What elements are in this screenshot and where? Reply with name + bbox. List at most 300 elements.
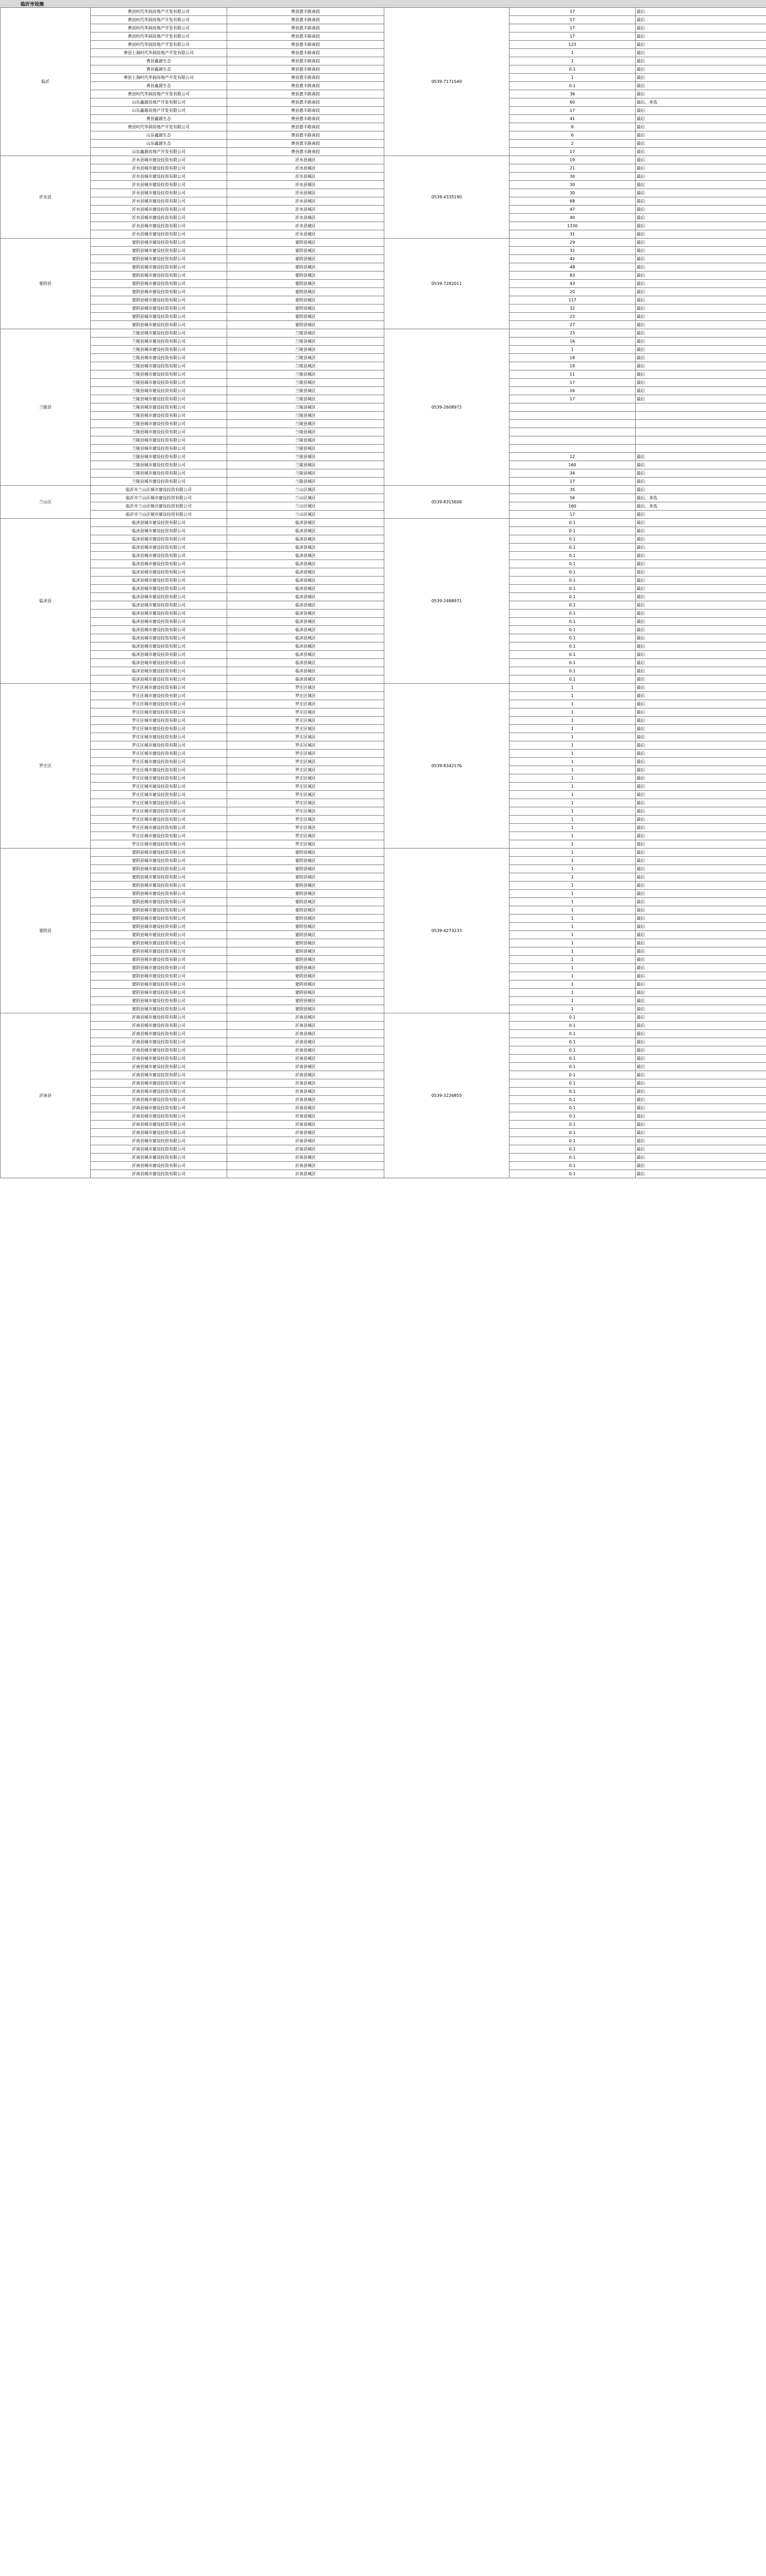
phone-cell: 0539-7171549 xyxy=(384,8,509,156)
company-cell: 蒙阴县城市建设投资有限公司 xyxy=(91,956,227,964)
table-row xyxy=(1,717,766,725)
company-cell: 临沂市兰山区城市建设投资有限公司 xyxy=(91,486,227,494)
company-cell: 兰陵县城市建设投资有限公司 xyxy=(91,469,227,478)
address-cell: 蒙阴县城区 xyxy=(227,263,384,272)
address-cell: 兰陵县城区 xyxy=(227,461,384,469)
table-row xyxy=(1,601,766,609)
status-cell: 最后 xyxy=(636,362,766,370)
address-cell: 兰陵县城区 xyxy=(227,395,384,403)
table-row xyxy=(1,552,766,560)
status-cell: 最后 xyxy=(636,898,766,906)
table-row xyxy=(1,733,766,741)
status-cell: 最后 xyxy=(636,865,766,873)
address-cell: 罗庄区城区 xyxy=(227,840,384,849)
status-cell: 最后 xyxy=(636,1071,766,1079)
quantity-cell: 1 xyxy=(509,840,636,849)
company-cell: 沂南县城市建设投资有限公司 xyxy=(91,1063,227,1071)
company-cell: 兰陵县城市建设投资有限公司 xyxy=(91,370,227,379)
status-cell: 最后 xyxy=(636,140,766,148)
table-row xyxy=(1,651,766,659)
table-row xyxy=(1,593,766,601)
status-cell: 最后 xyxy=(636,568,766,577)
quantity-cell: 0.1 xyxy=(509,544,636,552)
company-cell: 蒙阴县城市建设投资有限公司 xyxy=(91,263,227,272)
table-row xyxy=(1,1022,766,1030)
company-cell: 罗庄区城市建设投资有限公司 xyxy=(91,741,227,750)
status-cell: 最后 xyxy=(636,189,766,197)
status-cell: 最后 xyxy=(636,57,766,65)
status-cell: 最后 xyxy=(636,997,766,1005)
company-cell: 沂南县城市建设投资有限公司 xyxy=(91,1096,227,1104)
table-row xyxy=(1,181,766,189)
status-cell: 最后 xyxy=(636,972,766,980)
company-cell: 兰陵县城市建设投资有限公司 xyxy=(91,354,227,362)
company-cell: 费县鑫源生态 xyxy=(91,57,227,65)
quantity-cell: 1 xyxy=(509,980,636,989)
quantity-cell: 30 xyxy=(509,189,636,197)
quantity-cell: 0.1 xyxy=(509,1038,636,1046)
company-cell: 沂南县城市建设投资有限公司 xyxy=(91,1112,227,1121)
address-cell: 沂南县城区 xyxy=(227,1104,384,1112)
quantity-cell: 0.1 xyxy=(509,568,636,577)
company-cell: 临沭县城市建设投资有限公司 xyxy=(91,535,227,544)
table-row xyxy=(1,758,766,766)
status-cell: 最后 xyxy=(636,24,766,32)
address-cell: 临沭县城区 xyxy=(227,642,384,651)
phone-cell: 0539-3226855 xyxy=(384,1013,509,1178)
table-row xyxy=(1,1154,766,1162)
address-cell: 蒙阴县城区 xyxy=(227,247,384,255)
table-row xyxy=(1,560,766,568)
company-cell: 费县鑫源生态 xyxy=(91,115,227,123)
table-row xyxy=(1,239,766,247)
quantity-cell: 0.1 xyxy=(509,1071,636,1079)
status-cell: 最后 xyxy=(636,840,766,849)
table-row xyxy=(1,675,766,684)
company-cell: 罗庄区城市建设投资有限公司 xyxy=(91,807,227,816)
quantity-cell: 1 xyxy=(509,57,636,65)
address-cell: 沂南县城区 xyxy=(227,1121,384,1129)
address-cell: 费县惠丰路南段 xyxy=(227,140,384,148)
quantity-cell: 1 xyxy=(509,684,636,692)
table-row xyxy=(1,997,766,1005)
quantity-cell: 56 xyxy=(509,494,636,502)
quantity-cell: 30 xyxy=(509,181,636,189)
quantity-cell: 1 xyxy=(509,865,636,873)
quantity-cell: 0.1 xyxy=(509,1046,636,1055)
status-cell: 最后 xyxy=(636,41,766,49)
company-cell: 临沭县城市建设投资有限公司 xyxy=(91,626,227,634)
company-cell: 沂南县城市建设投资有限公司 xyxy=(91,1137,227,1145)
company-cell: 罗庄区城市建设投资有限公司 xyxy=(91,684,227,692)
address-cell: 沂南县城区 xyxy=(227,1096,384,1104)
status-cell: 最后 xyxy=(636,939,766,947)
company-cell: 蒙阴县城市建设投资有限公司 xyxy=(91,873,227,882)
address-cell: 沂南县城区 xyxy=(227,1088,384,1096)
address-cell: 罗庄区城区 xyxy=(227,791,384,799)
status-cell: 最后 xyxy=(636,379,766,387)
status-cell: 最后、多选 xyxy=(636,502,766,511)
address-cell: 蒙阴县城区 xyxy=(227,304,384,313)
address-cell: 兰陵县城区 xyxy=(227,379,384,387)
quantity-cell: 0.1 xyxy=(509,1170,636,1178)
status-cell: 最后、多选 xyxy=(636,98,766,107)
status-cell: 最后 xyxy=(636,585,766,593)
address-cell: 蒙阴县城区 xyxy=(227,923,384,931)
address-cell: 蒙阴县城区 xyxy=(227,882,384,890)
address-cell: 蒙阴县城区 xyxy=(227,873,384,882)
company-cell: 沂水县城市建设投资有限公司 xyxy=(91,206,227,214)
table-row xyxy=(1,585,766,593)
address-cell: 兰陵县城区 xyxy=(227,469,384,478)
status-cell: 最后 xyxy=(636,74,766,82)
quantity-cell: 27 xyxy=(509,321,636,329)
table-row xyxy=(1,741,766,750)
address-cell: 蒙阴县城区 xyxy=(227,272,384,280)
address-cell: 临沭县城区 xyxy=(227,659,384,667)
address-cell: 费县惠丰路南段 xyxy=(227,82,384,90)
status-cell: 最后 xyxy=(636,337,766,346)
status-cell: 最后 xyxy=(636,90,766,98)
company-cell: 蒙阴县城市建设投资有限公司 xyxy=(91,849,227,857)
address-cell: 蒙阴县城区 xyxy=(227,947,384,956)
quantity-cell: 19 xyxy=(509,362,636,370)
quantity-cell: 0.1 xyxy=(509,1154,636,1162)
status-cell: 最后 xyxy=(636,197,766,206)
table-row xyxy=(1,766,766,774)
address-cell: 临沭县城区 xyxy=(227,618,384,626)
quantity-cell: 17 xyxy=(509,395,636,403)
quantity-cell: 1 xyxy=(509,733,636,741)
table-row xyxy=(1,890,766,898)
quantity-cell: 29 xyxy=(509,239,636,247)
address-cell: 兰陵县城区 xyxy=(227,436,384,445)
company-cell: 沂南县城市建设投资有限公司 xyxy=(91,1162,227,1170)
quantity-cell: 0.1 xyxy=(509,535,636,544)
table-row xyxy=(1,750,766,758)
company-cell: 沂水县城市建设投资有限公司 xyxy=(91,173,227,181)
status-cell: 最后 xyxy=(636,774,766,783)
company-cell: 沂南县城市建设投资有限公司 xyxy=(91,1129,227,1137)
address-cell: 费县惠丰路南段 xyxy=(227,32,384,41)
area-cell: 兰山区 xyxy=(1,486,91,519)
quantity-cell: 1 xyxy=(509,906,636,914)
quantity-cell: 1 xyxy=(509,708,636,717)
status-cell: 最后 xyxy=(636,667,766,675)
status-cell: 最后 xyxy=(636,8,766,16)
address-cell: 罗庄区城区 xyxy=(227,816,384,824)
company-cell: 沂南县城市建设投资有限公司 xyxy=(91,1038,227,1046)
quantity-cell: 0.1 xyxy=(509,82,636,90)
quantity-cell: 1 xyxy=(509,346,636,354)
quantity-cell: 60 xyxy=(509,98,636,107)
quantity-cell: 48 xyxy=(509,263,636,272)
address-cell: 费县惠丰路南段 xyxy=(227,107,384,115)
address-cell: 沂水县城区 xyxy=(227,222,384,230)
status-cell xyxy=(636,428,766,436)
company-cell: 沂南县城市建设投资有限公司 xyxy=(91,1088,227,1096)
quantity-cell xyxy=(509,436,636,445)
company-cell: 蒙阴县城市建设投资有限公司 xyxy=(91,255,227,263)
quantity-cell: 0.1 xyxy=(509,601,636,609)
address-cell: 罗庄区城区 xyxy=(227,766,384,774)
company-cell: 临沭县城市建设投资有限公司 xyxy=(91,593,227,601)
status-cell: 最后 xyxy=(636,214,766,222)
quantity-cell: 1 xyxy=(509,849,636,857)
quantity-cell: 1 xyxy=(509,890,636,898)
quantity-cell: 1 xyxy=(509,783,636,791)
address-cell: 蒙阴县城区 xyxy=(227,296,384,304)
status-cell: 最后 xyxy=(636,857,766,865)
address-cell: 罗庄区城区 xyxy=(227,684,384,692)
address-cell: 罗庄区城区 xyxy=(227,725,384,733)
table-row xyxy=(1,57,766,65)
table-row xyxy=(1,453,766,461)
table-row xyxy=(1,873,766,882)
address-cell: 沂水县城区 xyxy=(227,189,384,197)
status-cell xyxy=(636,403,766,412)
company-cell: 蒙阴县城市建设投资有限公司 xyxy=(91,898,227,906)
address-cell: 临沭县城区 xyxy=(227,535,384,544)
company-cell: 罗庄区城市建设投资有限公司 xyxy=(91,708,227,717)
quantity-cell: 0.1 xyxy=(509,65,636,74)
quantity-cell: 117 xyxy=(509,296,636,304)
address-cell: 沂水县城区 xyxy=(227,173,384,181)
quantity-cell: 16 xyxy=(509,337,636,346)
company-cell: 蒙阴县城市建设投资有限公司 xyxy=(91,980,227,989)
quantity-cell: 0.1 xyxy=(509,577,636,585)
company-cell: 临沭县城市建设投资有限公司 xyxy=(91,642,227,651)
address-cell: 沂水县城区 xyxy=(227,206,384,214)
address-cell: 费县惠丰路南段 xyxy=(227,90,384,98)
table-row xyxy=(1,1162,766,1170)
address-cell: 蒙阴县城区 xyxy=(227,288,384,296)
company-cell: 罗庄区城市建设投资有限公司 xyxy=(91,758,227,766)
company-cell: 费县鑫源生态 xyxy=(91,65,227,74)
company-cell: 沂南县城市建设投资有限公司 xyxy=(91,1055,227,1063)
table-row xyxy=(1,131,766,140)
table-row xyxy=(1,16,766,24)
company-cell: 罗庄区城市建设投资有限公司 xyxy=(91,692,227,700)
address-cell: 临沭县城区 xyxy=(227,651,384,659)
status-cell xyxy=(636,420,766,428)
address-cell: 兰山区城区 xyxy=(227,502,384,511)
quantity-cell: 0.1 xyxy=(509,1055,636,1063)
quantity-cell: 0.1 xyxy=(509,1088,636,1096)
company-cell: 蒙阴县城市建设投资有限公司 xyxy=(91,997,227,1005)
company-cell: 临沭县城市建设投资有限公司 xyxy=(91,552,227,560)
company-cell: 兰陵县城市建设投资有限公司 xyxy=(91,412,227,420)
company-cell: 沂南县城市建设投资有限公司 xyxy=(91,1013,227,1022)
quantity-cell: 0.1 xyxy=(509,1129,636,1137)
quantity-cell: 0.1 xyxy=(509,1079,636,1088)
status-cell: 最后 xyxy=(636,16,766,24)
quantity-cell: 0.1 xyxy=(509,651,636,659)
company-cell: 罗庄区城市建设投资有限公司 xyxy=(91,791,227,799)
status-cell: 最后 xyxy=(636,131,766,140)
status-cell xyxy=(636,436,766,445)
table-row xyxy=(1,956,766,964)
address-cell: 罗庄区城区 xyxy=(227,799,384,807)
table-row xyxy=(1,214,766,222)
company-cell: 蒙阴县城市建设投资有限公司 xyxy=(91,1005,227,1013)
table-row xyxy=(1,1071,766,1079)
status-cell: 最后 xyxy=(636,469,766,478)
table-row xyxy=(1,461,766,469)
phone-cell: 0539-4335190 xyxy=(384,156,509,239)
quantity-cell: 16 xyxy=(509,387,636,395)
address-cell: 费县惠丰路南段 xyxy=(227,16,384,24)
quantity-cell: 1 xyxy=(509,766,636,774)
company-cell: 罗庄区城市建设投资有限公司 xyxy=(91,725,227,733)
quantity-cell: 47 xyxy=(509,206,636,214)
table-row xyxy=(1,395,766,403)
company-cell: 沂水县城市建设投资有限公司 xyxy=(91,181,227,189)
table-row xyxy=(1,849,766,857)
address-cell: 临沭县城区 xyxy=(227,527,384,535)
address-cell: 临沭县城区 xyxy=(227,609,384,618)
company-cell: 临沭县城市建设投资有限公司 xyxy=(91,618,227,626)
address-cell: 兰陵县城区 xyxy=(227,412,384,420)
company-cell: 沂南县城市建设投资有限公司 xyxy=(91,1046,227,1055)
table-row xyxy=(1,544,766,552)
company-cell: 临沭县城市建设投资有限公司 xyxy=(91,527,227,535)
address-cell: 沂南县城区 xyxy=(227,1079,384,1088)
table-row xyxy=(1,1121,766,1129)
status-cell: 最后、多选 xyxy=(636,494,766,502)
quantity-cell: 1 xyxy=(509,791,636,799)
company-cell: 罗庄区城市建设投资有限公司 xyxy=(91,766,227,774)
company-cell: 蒙阴县城市建设投资有限公司 xyxy=(91,296,227,304)
status-cell: 最后 xyxy=(636,1121,766,1129)
status-cell: 最后 xyxy=(636,1038,766,1046)
company-cell: 费县鑫源生态 xyxy=(91,82,227,90)
table-row xyxy=(1,32,766,41)
company-cell: 兰陵县城市建设投资有限公司 xyxy=(91,379,227,387)
sheet-title: 临沂市设施 xyxy=(21,2,44,7)
company-cell: 沂南县城市建设投资有限公司 xyxy=(91,1071,227,1079)
status-cell: 最后 xyxy=(636,1104,766,1112)
quantity-cell: 1 xyxy=(509,964,636,972)
address-cell: 兰陵县城区 xyxy=(227,453,384,461)
table-row xyxy=(1,354,766,362)
status-cell: 最后 xyxy=(636,593,766,601)
table-row xyxy=(1,799,766,807)
address-cell: 兰陵县城区 xyxy=(227,478,384,486)
table-row xyxy=(1,107,766,115)
quantity-cell: 17 xyxy=(509,32,636,41)
table-row xyxy=(1,1137,766,1145)
address-cell: 临沭县城区 xyxy=(227,568,384,577)
address-cell: 罗庄区城区 xyxy=(227,708,384,717)
company-cell: 沂南县城市建设投资有限公司 xyxy=(91,1079,227,1088)
table-row xyxy=(1,98,766,107)
company-cell: 沂南县城市建设投资有限公司 xyxy=(91,1145,227,1154)
company-cell: 罗庄区城市建设投资有限公司 xyxy=(91,733,227,741)
company-cell: 蒙阴县城市建设投资有限公司 xyxy=(91,914,227,923)
quantity-cell: 0.1 xyxy=(509,1096,636,1104)
quantity-cell: 1 xyxy=(509,807,636,816)
quantity-cell: 83 xyxy=(509,272,636,280)
company-cell: 临沭县城市建设投资有限公司 xyxy=(91,544,227,552)
company-cell: 罗庄区城市建设投资有限公司 xyxy=(91,799,227,807)
company-cell: 临沂市兰山区城市建设投资有限公司 xyxy=(91,502,227,511)
status-cell: 最后 xyxy=(636,115,766,123)
company-cell: 沂水县城市建设投资有限公司 xyxy=(91,214,227,222)
table-row xyxy=(1,642,766,651)
address-cell: 沂南县城区 xyxy=(227,1137,384,1145)
status-cell: 最后 xyxy=(636,107,766,115)
area-cell: 临沭县 xyxy=(1,519,91,684)
status-cell: 最后 xyxy=(636,1170,766,1178)
address-cell: 沂水县城区 xyxy=(227,230,384,239)
address-cell: 罗庄区城区 xyxy=(227,741,384,750)
company-cell: 罗庄区城市建设投资有限公司 xyxy=(91,700,227,708)
quantity-cell: 68 xyxy=(509,197,636,206)
table-row xyxy=(1,346,766,354)
status-cell: 最后 xyxy=(636,849,766,857)
status-cell: 最后 xyxy=(636,272,766,280)
table-row xyxy=(1,115,766,123)
quantity-cell: 0.1 xyxy=(509,1162,636,1170)
company-cell: 山东鑫源生态 xyxy=(91,140,227,148)
status-cell: 最后 xyxy=(636,544,766,552)
quantity-cell: 36 xyxy=(509,90,636,98)
quantity-cell: 0.1 xyxy=(509,667,636,675)
table-row xyxy=(1,1005,766,1013)
address-cell: 兰陵县城区 xyxy=(227,370,384,379)
table-row xyxy=(1,74,766,82)
company-cell: 临沭县城市建设投资有限公司 xyxy=(91,585,227,593)
status-cell: 最后 xyxy=(636,675,766,684)
table-row xyxy=(1,206,766,214)
status-cell: 最后 xyxy=(636,618,766,626)
address-cell: 费县惠丰路南段 xyxy=(227,115,384,123)
table-row xyxy=(1,222,766,230)
address-cell: 沂南县城区 xyxy=(227,1170,384,1178)
quantity-cell: 32 xyxy=(509,247,636,255)
address-cell: 蒙阴县城区 xyxy=(227,980,384,989)
area-cell: 兰陵县 xyxy=(1,329,91,486)
company-cell: 沂水县城市建设投资有限公司 xyxy=(91,164,227,173)
company-cell: 兰陵县城市建设投资有限公司 xyxy=(91,428,227,436)
table-row xyxy=(1,667,766,675)
address-cell: 兰山区城区 xyxy=(227,511,384,519)
quantity-cell: 1 xyxy=(509,898,636,906)
table-row xyxy=(1,255,766,263)
address-cell: 兰陵县城区 xyxy=(227,337,384,346)
status-cell: 最后 xyxy=(636,304,766,313)
status-cell: 最后 xyxy=(636,824,766,832)
quantity-cell: 1 xyxy=(509,989,636,997)
company-cell: 蒙阴县城市建设投资有限公司 xyxy=(91,321,227,329)
company-cell: 临沭县城市建设投资有限公司 xyxy=(91,651,227,659)
table-row xyxy=(1,49,766,57)
status-cell: 最后 xyxy=(636,1096,766,1104)
table-row xyxy=(1,1030,766,1038)
status-cell: 最后 xyxy=(636,651,766,659)
company-cell: 临沭县城市建设投资有限公司 xyxy=(91,634,227,642)
table-row xyxy=(1,173,766,181)
status-cell: 最后 xyxy=(636,700,766,708)
address-cell: 沂南县城区 xyxy=(227,1022,384,1030)
table-row xyxy=(1,634,766,642)
address-cell: 蒙阴县城区 xyxy=(227,890,384,898)
quantity-cell: 0.1 xyxy=(509,1104,636,1112)
quantity-cell: 1 xyxy=(509,74,636,82)
status-cell: 最后 xyxy=(636,560,766,568)
quantity-cell: 17 xyxy=(509,8,636,16)
